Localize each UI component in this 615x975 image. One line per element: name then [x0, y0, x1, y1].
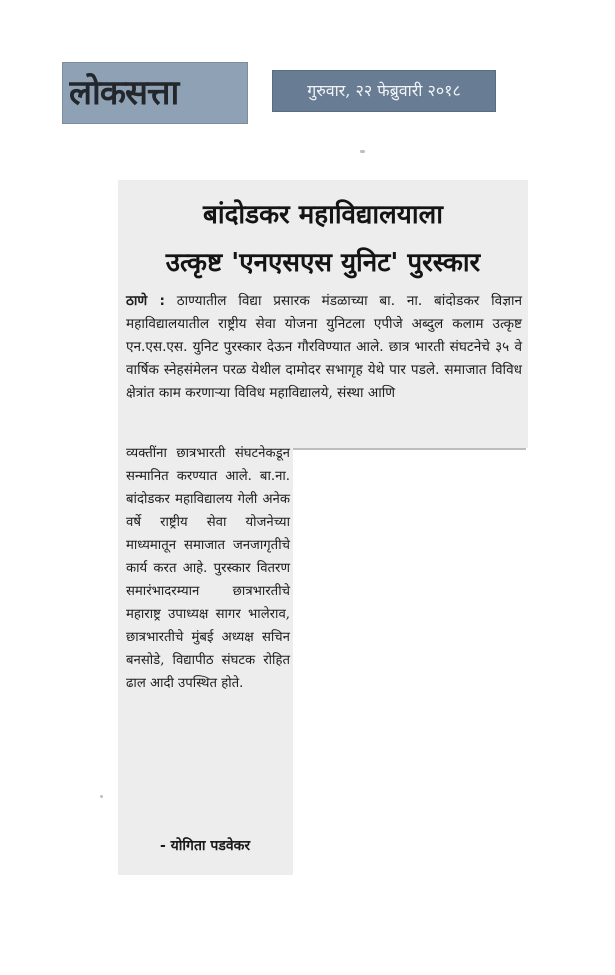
publication-date-banner: [272, 70, 496, 112]
headline-line-2: उत्कृष्ट 'एनएसएस युनिट' पुरस्कार: [165, 248, 481, 278]
newspaper-name: लोकसत्ता: [69, 73, 179, 113]
newspaper-masthead: [62, 62, 248, 124]
article-byline: - योगिता पडवेकर: [160, 838, 251, 854]
article-dateline: ठाणे :: [126, 293, 165, 309]
scan-speck: [100, 795, 103, 798]
article-body-wide: [126, 290, 522, 405]
headline-line-1: बांदोडकर महाविद्यालयाला: [203, 200, 443, 230]
news-clipping: [118, 180, 528, 875]
publication-date: गुरुवार, २२ फेब्रुवारी २०१८: [307, 81, 461, 100]
article-body-text: ठाण्यातील विद्या प्रसारक मंडळाच्या बा. ना. बांदोडकर विज्ञान महाविद्यालयातील राष्ट्रीय सेवा योजना युनिटला एपीजे अब्दुल कलाम उत्कृष्ट एन.एस.एस. युनिट पुरस्कार देऊन गौरविण्यात आले. छात्र भारती संघटनेचे ३५ वे वार्षिक स्नेहसंमेलन परळ येथील दामोदर सभागृह येथे पार पडले. समाजात विविध क्षेत्रांत काम करणाऱ्या विविध महाविद्यालये, संस्था आणि: [126, 293, 523, 401]
clipping-cut-edge: [293, 448, 526, 450]
scan-speck: [360, 150, 365, 153]
article-body-narrow: व्यक्तींना छात्रभारती संघटनेकडून सन्मानित करण्यात आले. बा.ना. बांदोडकर महाविद्यालय गेली अनेक वर्षे राष्ट्रीय सेवा योजनेच्या माध्यमातून समाजात जनजागृतीचे कार्य करत आहे. पुरस्कार वितरण समारंभादरम्यान छात्रभारतीचे महाराष्ट्र उपाध्यक्ष सागर भालेराव, छात्रभारतीचे मुंबई अध्यक्ष सचिन बनसोडे, विद्यापीठ संघटक रोहित ढाल आदी उपस्थित होते.: [126, 446, 290, 691]
